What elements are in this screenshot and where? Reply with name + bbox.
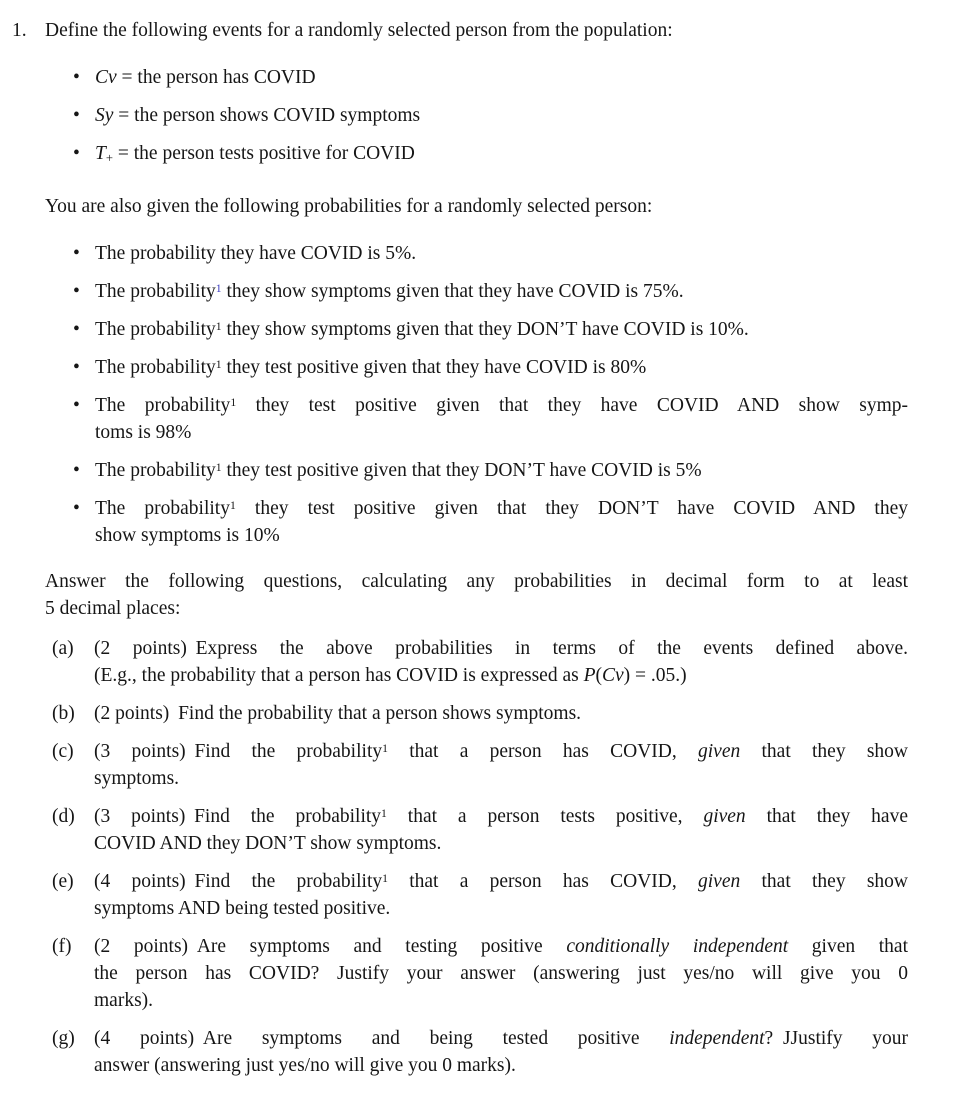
question-text [94,1025,908,1079]
text-run: The probability [95,394,231,416]
text-run: answer (answering just yes/no will give you 0 marks). [94,1054,516,1076]
text-line [45,193,908,220]
text-line [95,278,908,305]
text-run: Find the probability [194,805,382,827]
text-run: (2 points) [94,702,170,724]
probability-item [73,392,908,446]
text-line [95,64,908,91]
footnote-link[interactable]: 1 [215,281,222,295]
text-run: marks). [94,989,154,1011]
question-label: (a) [52,637,74,659]
bullet-icon: • [73,459,80,481]
probability-text [95,278,908,305]
question-item-d [52,803,908,857]
text-line [95,522,908,549]
bullet-icon: • [73,497,80,519]
emphasis-text: conditionally independent [566,935,789,957]
text-run: symptoms. [94,767,180,789]
text-line [94,868,908,895]
text-run: that they have [745,805,908,827]
probability-text [95,457,908,484]
text-run: The probability [95,356,216,378]
text-run: (4 points) [94,1027,195,1049]
questions-list [45,635,908,1079]
question-label: (e) [52,870,74,892]
footnote-mark: 1 [215,357,222,371]
event-item [73,64,908,91]
emphasis-text: Cv [95,67,117,88]
text-run: (4 points) [94,870,186,892]
text-line [94,987,908,1014]
probability-item [73,278,908,305]
question-label: (b) [52,702,75,724]
probability-item [73,240,908,267]
question-text [94,635,908,689]
probability-item [73,457,908,484]
event-definition-sy [95,102,908,129]
footnote-mark: 1 [230,395,237,409]
question-label: (c) [52,740,74,762]
text-line [45,17,908,44]
question-text [94,738,908,792]
text-run: Find the probability that a person shows symptoms. [178,702,582,724]
text-line [94,1025,908,1052]
bullet-icon: • [73,67,80,88]
text-run: they test positive given that they DON’T have COVID AND they [235,497,908,519]
text-line [94,765,908,792]
text-run: that they show [740,740,908,762]
bullet-icon: • [73,356,80,378]
text-line [95,240,908,267]
answer-instructions [45,568,908,622]
text-line [95,140,908,172]
text-line [95,354,908,381]
text-line [94,1052,908,1079]
footnote-mark: 1 [229,498,236,512]
footnote-mark: 1 [215,319,222,333]
text-run: given that [788,935,908,957]
text-run: (3 points) [94,805,186,827]
probability-text [95,392,908,446]
bullet-icon: • [73,394,80,416]
text-line [94,662,908,689]
text-line [94,895,908,922]
question-item-b [52,700,908,727]
question-item-a [52,635,908,689]
text-line [94,960,908,987]
bullet-icon: • [73,280,80,302]
event-item [73,102,908,129]
question-item-c [52,738,908,792]
emphasis-text: T [95,143,106,164]
text-run: toms is 98% [95,421,192,443]
probability-text [95,354,908,381]
question-text [94,868,908,922]
text-run: that a person has COVID, [387,740,698,762]
text-run: they show symptoms given that they DON’T have COVID is 10%. [221,318,749,340]
probability-text [95,495,908,549]
text-run: 5 decimal places: [45,597,181,619]
events-list [45,64,908,172]
text-run: (3 points) [94,740,186,762]
text-run: they test positive given that they have COVID AND show symp- [236,394,908,416]
text-line [94,700,908,727]
text-run: that they show [740,870,908,892]
probability-item [73,495,908,549]
text-run: The probability [95,459,216,481]
question-item-e [52,868,908,922]
emphasis-text: given [698,740,741,762]
footnote-mark: 1 [215,460,222,474]
text-run: ? JJustify your [764,1027,908,1049]
footnote-mark: 1 [382,741,388,755]
text-line [94,933,908,960]
text-run: show symptoms is 10% [95,524,280,546]
probability-item [73,354,908,381]
text-run: + [105,150,113,165]
text-run: they test positive given that they have COVID is 80% [221,356,647,378]
text-run: symptoms AND being tested positive. [94,897,391,919]
text-run: that a person has COVID, [387,870,698,892]
given-probabilities-intro [45,193,908,220]
text-run: ( [595,664,602,686]
probability-text [95,316,908,343]
text-run: The probability [95,318,216,340]
text-run: = the person has COVID [116,67,316,88]
footnote-mark: 1 [382,871,388,885]
text-line [95,102,908,129]
text-run: The probability they have COVID is 5%. [95,242,417,264]
text-run: that a person tests positive, [386,805,704,827]
text-run: (2 points) [94,935,189,957]
text-run: The probability [95,280,216,302]
text-line [95,316,908,343]
text-line [95,392,908,419]
event-definition-cv [95,64,908,91]
event-definition-tplus [95,140,908,172]
emphasis-text: Sy [95,105,114,126]
text-line [94,738,908,765]
text-line [94,635,908,662]
question-label: (g) [52,1027,75,1049]
text-run: (2 points) [94,637,187,659]
bullet-icon: • [73,143,80,164]
text-run: Define the following events for a randomly selected person from the population: [45,20,673,41]
text-line [45,568,908,595]
question-label: (d) [52,805,75,827]
text-run: they test positive given that they DON’T have COVID is 5% [221,459,702,481]
emphasis-text: given [703,805,746,827]
bullet-icon: • [73,318,80,340]
text-run: You are also given the following probabilities for a randomly selected person: [45,195,653,217]
text-run: Express the above probabilities in terms of the events defined above. [195,637,908,659]
text-run: the person has COVID? Justify your answer (answering just yes/no will give you 0 [94,962,908,984]
emphasis-text: independent [669,1027,765,1049]
question-text [94,933,908,1014]
event-item [73,140,908,172]
text-run: = the person shows COVID symptoms [113,105,421,126]
text-line [94,803,908,830]
emphasis-text: P [583,664,596,686]
question-item-f [52,933,908,1014]
bullet-icon: • [73,105,80,126]
question-text [94,700,908,727]
text-run: they show symptoms given that they have COVID is 75%. [221,280,684,302]
text-run: Are symptoms and being tested positive [202,1027,670,1049]
text-line [95,495,908,522]
bullet-icon: • [73,242,80,264]
text-run: Are symptoms and testing positive [196,935,567,957]
question-item-g [52,1025,908,1079]
text-line [95,457,908,484]
problem-intro [45,17,908,44]
text-line [94,830,908,857]
text-run: COVID AND they DON’T show symptoms. [94,832,442,854]
probability-text [95,240,908,267]
text-run: Find the probability [194,870,383,892]
text-run: Answer the following questions, calculating any probabilities in decimal form to at least [45,570,908,592]
text-run: (E.g., the probability that a person has COVID is expressed as [94,664,584,686]
emphasis-text: given [698,870,741,892]
text-line [45,595,908,622]
problem-number: 1. [12,20,27,41]
text-run: = the person tests positive for COVID [113,143,415,164]
probabilities-list [45,240,908,549]
footnote-mark: 1 [381,806,387,820]
question-label: (f) [52,935,72,957]
question-text [94,803,908,857]
text-run: ) = .05.) [623,664,687,686]
text-run: Find the probability [194,740,383,762]
text-run: The probability [95,497,230,519]
probability-item [73,316,908,343]
emphasis-text: Cv [601,664,624,686]
text-line [95,419,908,446]
